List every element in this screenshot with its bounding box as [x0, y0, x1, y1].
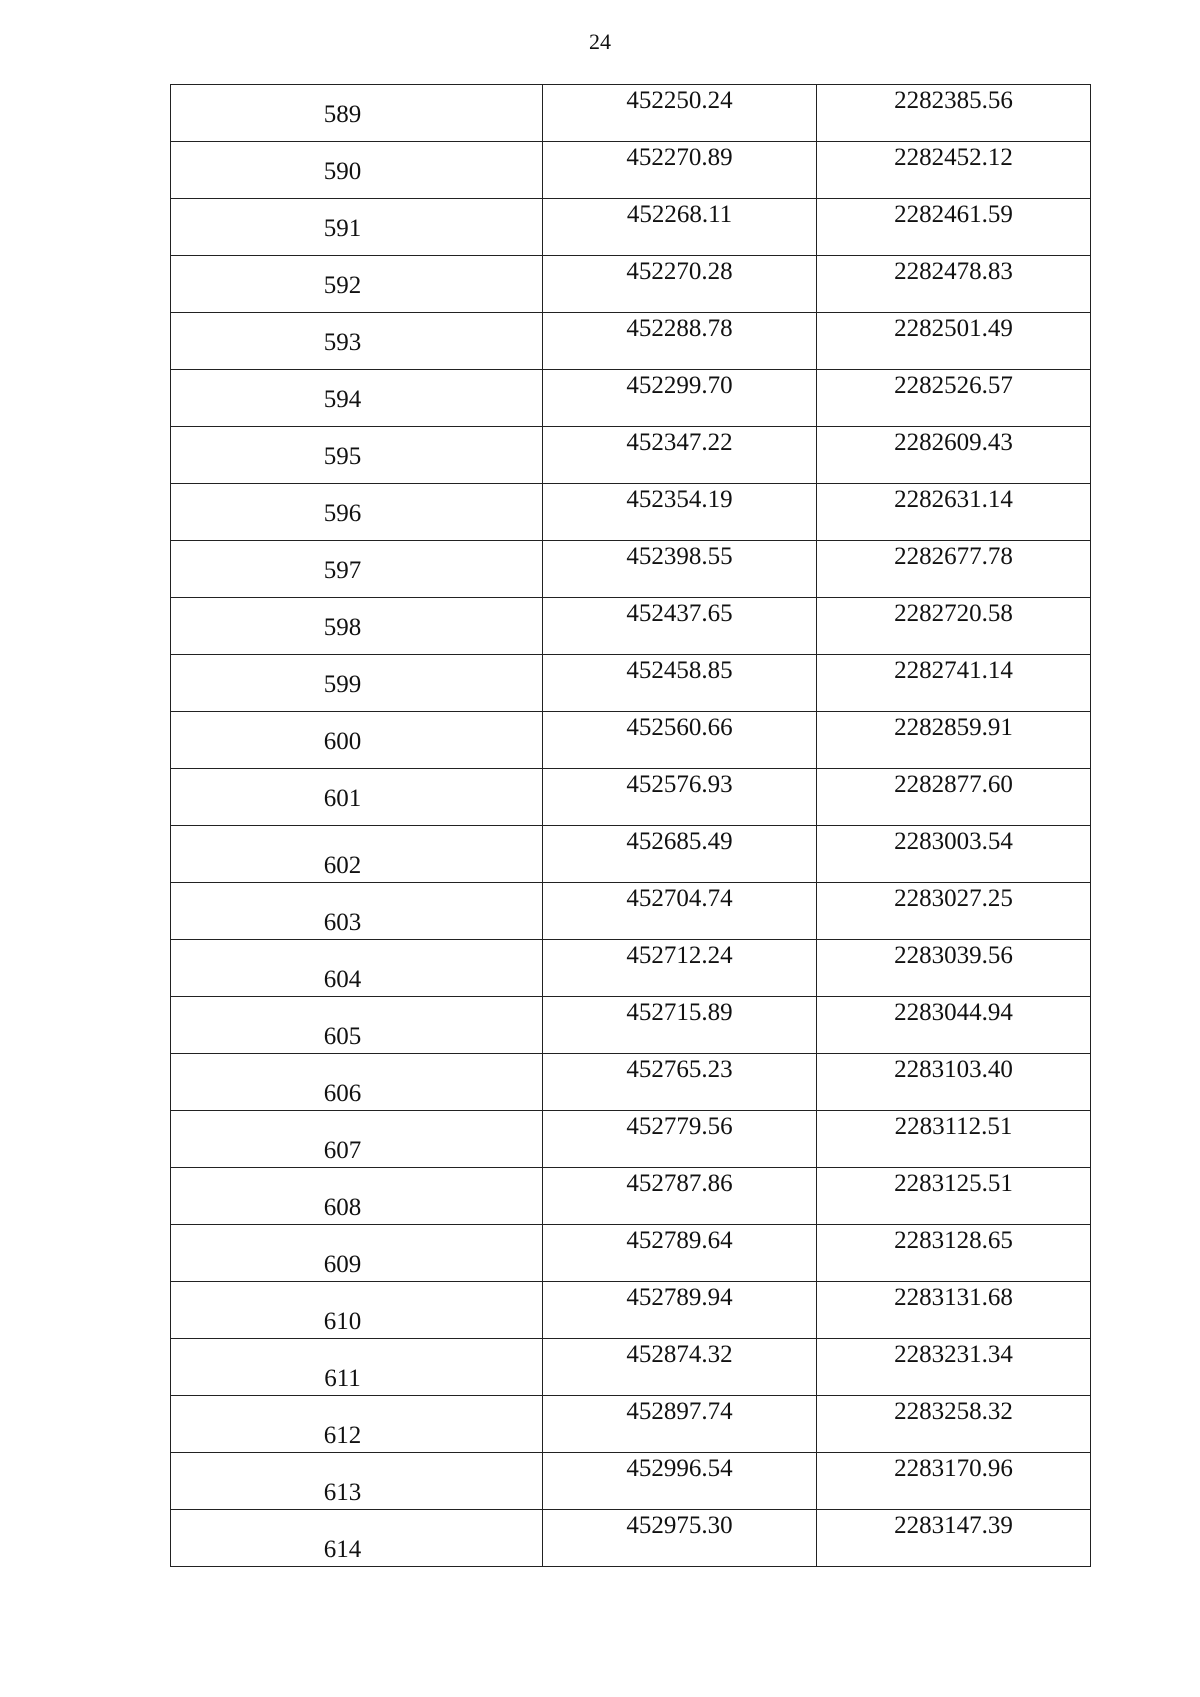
x-coordinate: 452299.70 — [626, 372, 733, 399]
y-coordinate: 2283131.68 — [894, 1284, 1013, 1311]
point-number-cell — [171, 1168, 543, 1225]
point-number: 604 — [323, 966, 362, 993]
y-coordinate: 2283103.40 — [894, 1056, 1013, 1083]
point-number: 603 — [323, 909, 362, 936]
point-number-cell — [171, 199, 543, 256]
point-number: 605 — [323, 1023, 362, 1050]
x-coordinate-cell — [543, 598, 817, 655]
x-coordinate-cell — [543, 1054, 817, 1111]
point-number-cell — [171, 85, 543, 142]
y-coordinate: 2283125.51 — [894, 1170, 1013, 1197]
point-number: 606 — [323, 1080, 362, 1107]
point-number-cell — [171, 541, 543, 598]
table-row — [171, 313, 1091, 370]
x-coordinate-cell — [543, 1453, 817, 1510]
table-row — [171, 1111, 1091, 1168]
y-coordinate-cell — [817, 712, 1091, 769]
table-row — [171, 1054, 1091, 1111]
y-coordinate: 2282461.59 — [894, 201, 1013, 228]
table-row — [171, 1510, 1091, 1567]
y-coordinate: 2282720.58 — [894, 600, 1013, 627]
point-number: 612 — [323, 1422, 362, 1449]
point-number: 591 — [323, 215, 362, 242]
table-row — [171, 427, 1091, 484]
y-coordinate-cell — [817, 541, 1091, 598]
x-coordinate: 452560.66 — [626, 714, 733, 741]
table-row — [171, 826, 1091, 883]
x-coordinate-cell — [543, 256, 817, 313]
x-coordinate: 452685.49 — [626, 828, 733, 855]
x-coordinate-cell — [543, 883, 817, 940]
x-coordinate-cell — [543, 484, 817, 541]
point-number-cell — [171, 1339, 543, 1396]
y-coordinate-cell — [817, 370, 1091, 427]
x-coordinate: 452354.19 — [626, 486, 733, 513]
y-coordinate: 2282385.56 — [894, 87, 1013, 114]
x-coordinate-cell — [543, 1510, 817, 1567]
point-number: 610 — [323, 1308, 362, 1335]
point-number: 595 — [323, 443, 362, 470]
x-coordinate-cell — [543, 85, 817, 142]
x-coordinate: 452787.86 — [626, 1170, 733, 1197]
x-coordinate: 452996.54 — [626, 1455, 733, 1482]
y-coordinate: 2283039.56 — [894, 942, 1013, 969]
point-number-cell — [171, 1225, 543, 1282]
y-coordinate: 2282859.91 — [894, 714, 1013, 741]
y-coordinate-cell — [817, 313, 1091, 370]
point-number: 592 — [323, 272, 362, 299]
y-coordinate-cell — [817, 427, 1091, 484]
x-coordinate-cell — [543, 199, 817, 256]
table-body — [171, 85, 1091, 1567]
y-coordinate-cell — [817, 598, 1091, 655]
table-row — [171, 940, 1091, 997]
point-number-cell — [171, 427, 543, 484]
point-number: 609 — [323, 1251, 362, 1278]
point-number: 597 — [323, 557, 362, 584]
x-coordinate-cell — [543, 997, 817, 1054]
x-coordinate-cell — [543, 541, 817, 598]
x-coordinate-cell — [543, 826, 817, 883]
point-number: 607 — [323, 1137, 362, 1164]
y-coordinate-cell — [817, 199, 1091, 256]
y-coordinate: 2283128.65 — [894, 1227, 1013, 1254]
y-coordinate-cell — [817, 655, 1091, 712]
x-coordinate-cell — [543, 1396, 817, 1453]
table-row — [171, 712, 1091, 769]
y-coordinate: 2283112.51 — [894, 1113, 1013, 1140]
table-row — [171, 199, 1091, 256]
point-number-cell — [171, 313, 543, 370]
y-coordinate: 2282677.78 — [894, 543, 1013, 570]
point-number-cell — [171, 598, 543, 655]
table-row — [171, 598, 1091, 655]
y-coordinate-cell — [817, 1282, 1091, 1339]
point-number-cell — [171, 1510, 543, 1567]
table-row — [171, 85, 1091, 142]
point-number: 596 — [323, 500, 362, 527]
y-coordinate-cell — [817, 484, 1091, 541]
y-coordinate-cell — [817, 769, 1091, 826]
y-coordinate: 2283231.34 — [894, 1341, 1013, 1368]
x-coordinate: 452712.24 — [626, 942, 733, 969]
table-row — [171, 1168, 1091, 1225]
table-row — [171, 1453, 1091, 1510]
point-number: 600 — [323, 728, 362, 755]
y-coordinate-cell — [817, 826, 1091, 883]
coordinates-table — [170, 84, 1091, 1567]
table-row — [171, 883, 1091, 940]
point-number: 601 — [323, 785, 362, 812]
point-number: 602 — [323, 852, 362, 879]
point-number-cell — [171, 370, 543, 427]
table-row — [171, 370, 1091, 427]
x-coordinate: 452250.24 — [626, 87, 733, 114]
y-coordinate-cell — [817, 1054, 1091, 1111]
point-number-cell — [171, 997, 543, 1054]
y-coordinate-cell — [817, 1168, 1091, 1225]
point-number: 594 — [323, 386, 362, 413]
point-number: 589 — [323, 101, 362, 128]
point-number-cell — [171, 1396, 543, 1453]
table-row — [171, 1282, 1091, 1339]
point-number-cell — [171, 1282, 543, 1339]
table-row — [171, 256, 1091, 313]
x-coordinate: 452270.28 — [626, 258, 733, 285]
y-coordinate: 2283170.96 — [894, 1455, 1013, 1482]
table-row — [171, 655, 1091, 712]
x-coordinate-cell — [543, 1168, 817, 1225]
x-coordinate-cell — [543, 655, 817, 712]
y-coordinate-cell — [817, 1453, 1091, 1510]
point-number-cell — [171, 142, 543, 199]
y-coordinate-cell — [817, 997, 1091, 1054]
x-coordinate: 452398.55 — [626, 543, 733, 570]
y-coordinate: 2282478.83 — [894, 258, 1013, 285]
point-number-cell — [171, 484, 543, 541]
x-coordinate: 452789.64 — [626, 1227, 733, 1254]
point-number: 614 — [323, 1536, 362, 1563]
point-number-cell — [171, 883, 543, 940]
y-coordinate-cell — [817, 1510, 1091, 1567]
y-coordinate: 2283027.25 — [894, 885, 1013, 912]
x-coordinate: 452779.56 — [626, 1113, 733, 1140]
point-number-cell — [171, 712, 543, 769]
x-coordinate: 452897.74 — [626, 1398, 733, 1425]
point-number-cell — [171, 826, 543, 883]
page-number: 24 — [589, 29, 611, 54]
x-coordinate-cell — [543, 769, 817, 826]
x-coordinate: 452715.89 — [626, 999, 733, 1026]
table-row — [171, 769, 1091, 826]
point-number: 590 — [323, 158, 362, 185]
point-number-cell — [171, 655, 543, 712]
y-coordinate-cell — [817, 940, 1091, 997]
y-coordinate: 2282877.60 — [894, 771, 1013, 798]
point-number-cell — [171, 1054, 543, 1111]
point-number-cell — [171, 940, 543, 997]
point-number: 598 — [323, 614, 362, 641]
x-coordinate-cell — [543, 1225, 817, 1282]
table-row — [171, 541, 1091, 598]
y-coordinate-cell — [817, 142, 1091, 199]
point-number: 611 — [324, 1365, 361, 1392]
y-coordinate: 2282609.43 — [894, 429, 1013, 456]
y-coordinate: 2283044.94 — [894, 999, 1013, 1026]
y-coordinate: 2282741.14 — [894, 657, 1013, 684]
table-row — [171, 1396, 1091, 1453]
point-number-cell — [171, 1453, 543, 1510]
y-coordinate: 2282631.14 — [894, 486, 1013, 513]
x-coordinate-cell — [543, 427, 817, 484]
x-coordinate: 452458.85 — [626, 657, 733, 684]
x-coordinate: 452704.74 — [626, 885, 733, 912]
x-coordinate: 452437.65 — [626, 600, 733, 627]
x-coordinate-cell — [543, 142, 817, 199]
y-coordinate: 2282526.57 — [894, 372, 1013, 399]
y-coordinate-cell — [817, 1339, 1091, 1396]
y-coordinate-cell — [817, 85, 1091, 142]
x-coordinate: 452270.89 — [626, 144, 733, 171]
y-coordinate: 2282501.49 — [894, 315, 1013, 342]
y-coordinate-cell — [817, 256, 1091, 313]
point-number-cell — [171, 256, 543, 313]
table-row — [171, 997, 1091, 1054]
x-coordinate: 452347.22 — [626, 429, 733, 456]
x-coordinate-cell — [543, 1282, 817, 1339]
point-number-cell — [171, 1111, 543, 1168]
x-coordinate: 452288.78 — [626, 315, 733, 342]
point-number-cell — [171, 769, 543, 826]
x-coordinate: 452874.32 — [626, 1341, 733, 1368]
y-coordinate-cell — [817, 1396, 1091, 1453]
point-number: 599 — [323, 671, 362, 698]
table-row — [171, 484, 1091, 541]
x-coordinate: 452576.93 — [626, 771, 733, 798]
x-coordinate-cell — [543, 1339, 817, 1396]
x-coordinate: 452765.23 — [626, 1056, 733, 1083]
x-coordinate-cell — [543, 712, 817, 769]
point-number: 608 — [323, 1194, 362, 1221]
table-row — [171, 142, 1091, 199]
y-coordinate-cell — [817, 1225, 1091, 1282]
y-coordinate-cell — [817, 1111, 1091, 1168]
y-coordinate-cell — [817, 883, 1091, 940]
table-row — [171, 1225, 1091, 1282]
x-coordinate-cell — [543, 313, 817, 370]
y-coordinate: 2283147.39 — [894, 1512, 1013, 1539]
y-coordinate: 2283003.54 — [894, 828, 1013, 855]
x-coordinate-cell — [543, 370, 817, 427]
point-number: 613 — [323, 1479, 362, 1506]
x-coordinate-cell — [543, 940, 817, 997]
x-coordinate: 452975.30 — [626, 1512, 733, 1539]
point-number: 593 — [323, 329, 362, 356]
y-coordinate: 2283258.32 — [894, 1398, 1013, 1425]
x-coordinate: 452789.94 — [626, 1284, 733, 1311]
table-row — [171, 1339, 1091, 1396]
x-coordinate-cell — [543, 1111, 817, 1168]
x-coordinate: 452268.11 — [626, 201, 733, 228]
y-coordinate: 2282452.12 — [894, 144, 1013, 171]
